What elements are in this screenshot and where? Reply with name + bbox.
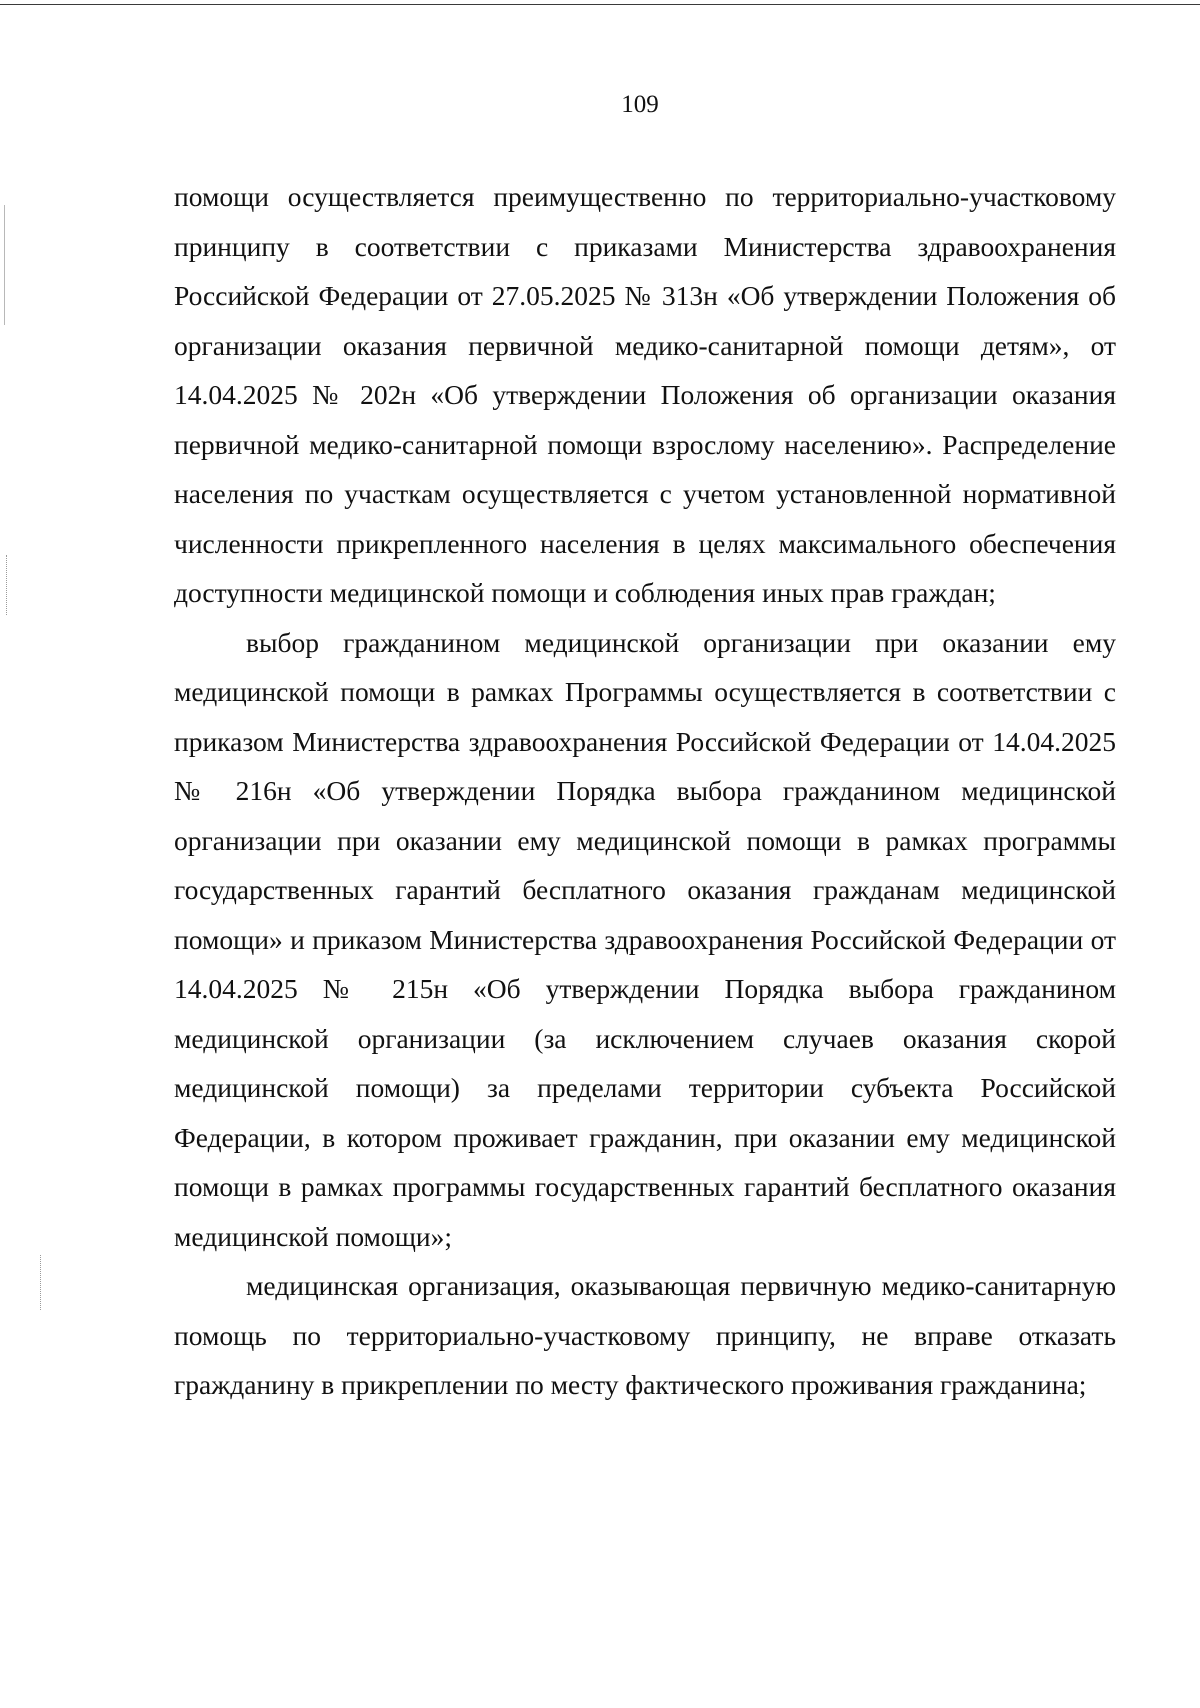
scan-margin-mark (40, 1255, 41, 1310)
scan-margin-mark (4, 205, 5, 325)
scan-margin-mark (6, 555, 7, 615)
paragraph-2: выбор гражданином медицинской организации при оказании ему медицинской помощи в рамках Программы осуществляется в соответствии с приказом Министерства здравоохранения Российской Федерации от 14.04.2025 № 216н «Об утверждении Порядка выбора гражданином медицинской организации при оказании ему медицинской помощи в рамках программы государственных гарантий бесплатного оказания гражданам медицинской помощи» и приказом Министерства здравоохранения Российской Федерации от 14.04.2025 № 215н «Об утверждении Порядка выбора гражданином медицинской организации (за исключением случаев оказания скорой медицинской помощи) за пределами территории субъекта Российской Федерации, в котором проживает гражданин, при оказании ему медицинской помощи в рамках программы государственных гарантий бесплатного оказания медицинской помощи»; (174, 626, 1116, 1252)
paragraph-3: медицинская организация, оказывающая первичную медико-санитарную помощь по территориально-участковому принципу, не вправе отказать гражданину в прикреплении по месту фактического проживания гражданина; (174, 1270, 1116, 1400)
page-number: 109 (621, 91, 659, 118)
document-body (174, 172, 1116, 1410)
scan-top-edge (0, 4, 1200, 5)
paragraph-1: помощи осуществляется преимущественно по территориально-участковому принципу в соответствии с приказами Министерства здравоохранения Российской Федерации от 27.05.2025 № 313н «Об утверждении Положения об организации оказания первичной медико-санитарной помощи детям», от 14.04.2025 № 202н «Об утверждении Положения об организации оказания первичной медико-санитарной помощи взрослому населению». Распределение населения по участкам осуществляется с учетом установленной нормативной численности прикрепленного населения в целях максимального обеспечения доступности медицинской помощи и соблюдения иных прав граждан; (174, 181, 1116, 608)
